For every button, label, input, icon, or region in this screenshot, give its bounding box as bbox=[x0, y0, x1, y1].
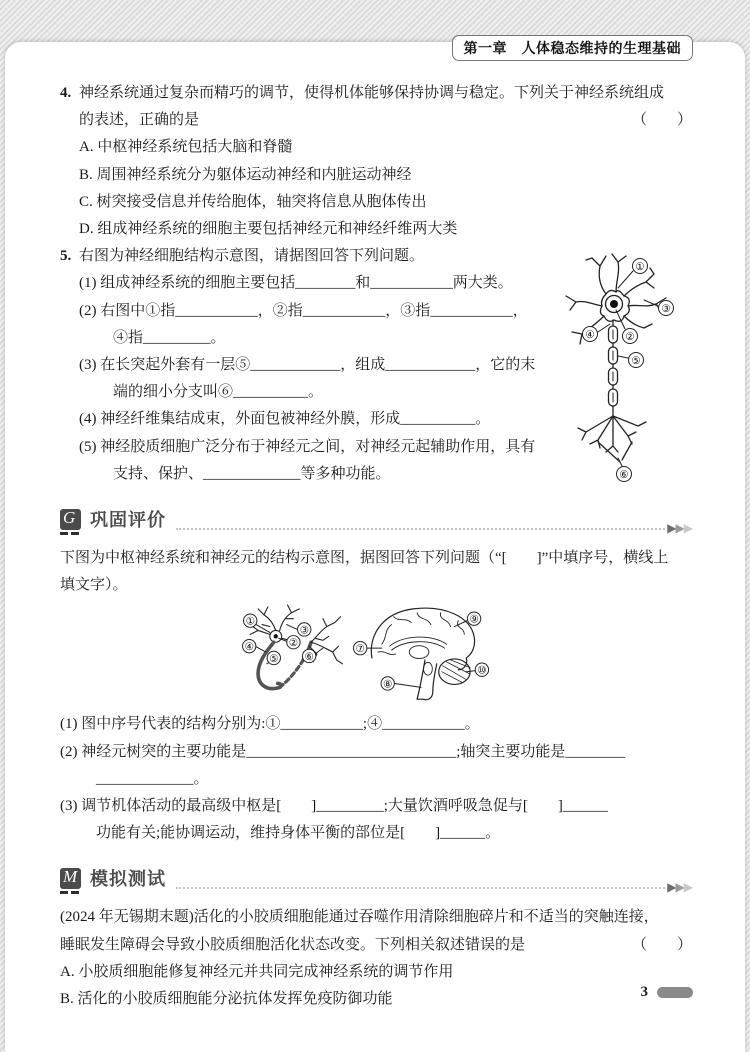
fig1-label-1: ① bbox=[635, 262, 645, 274]
mock-answer-bracket: （ ） bbox=[631, 936, 692, 953]
section-title: 巩固评价 bbox=[90, 510, 166, 531]
exercise-intro-line2: 填文字）。 bbox=[60, 577, 128, 594]
exercise-sub2-line1: (2) 神经元树突的主要功能是____________________________;轴突主要功能是________ bbox=[60, 743, 626, 760]
worksheet-page bbox=[5, 42, 745, 1052]
chapter-header bbox=[452, 35, 694, 61]
logo-dashes bbox=[60, 891, 68, 894]
exercise-sub2-line2: _____________。 bbox=[96, 770, 209, 787]
dotted-divider bbox=[176, 528, 665, 530]
consolidation-exercise bbox=[60, 545, 692, 847]
question-4-option-c: C. 树突接受信息并传给胞体，轴突将信息从胞体传出 bbox=[79, 193, 427, 210]
question-5-sub5-line1: (5) 神经胶质细胞广泛分布于神经元之间，对神经元起辅助作用，具有 bbox=[79, 438, 536, 455]
question-4-stem-line1: 神经系统通过复杂而精巧的调节，使得机体能够保持协调与稳定。下列关于神经系统组成 bbox=[79, 85, 665, 101]
question-5-sub3-line1: (3) 在长突起外套有一层⑤____________，组成____________，它的末 bbox=[79, 357, 536, 374]
page-footer bbox=[641, 984, 694, 1001]
mock-option-b: B. 活化的小胶质细胞能分泌抗体发挥免疫防御功能 bbox=[60, 991, 393, 1008]
fig1-label-4: ④ bbox=[585, 330, 595, 342]
question-4-stem-line2: 的表述，正确的是 bbox=[79, 112, 200, 129]
question-4-option-a: A. 中枢神经系统包括大脑和脊髓 bbox=[79, 139, 293, 156]
question-5-sub5-line2: 支持、保护、_____________等多种功能。 bbox=[113, 465, 391, 482]
mock-question-line1: (2024 年无锡期末题)活化的小胶质细胞能通过吞噬作用清除细胞碎片和不适当的突触连接， bbox=[60, 909, 659, 926]
fig2-label-2: ② bbox=[288, 638, 299, 650]
fig2-label-5: ⑤ bbox=[269, 654, 279, 666]
fig2-label-7: ⑦ bbox=[355, 644, 365, 656]
dotted-divider bbox=[176, 887, 665, 889]
section-consolidation bbox=[60, 501, 692, 537]
question-5-sub4: (4) 神经纤维集结成束，外面包被神经外膜，形成__________。 bbox=[79, 411, 491, 428]
consolidation-logo-icon bbox=[60, 509, 81, 530]
fig1-label-2: ② bbox=[625, 332, 635, 344]
fig1-label-5: ⑤ bbox=[631, 356, 641, 368]
question-5 bbox=[60, 243, 692, 488]
question-5-stem: 右图为神经细胞结构示意图，请据图回答下列问题。 bbox=[79, 248, 425, 265]
section-title: 模拟测试 bbox=[90, 869, 166, 890]
fig2-label-10: ⑩ bbox=[477, 666, 487, 678]
question-4-answer-bracket: （ ） bbox=[631, 112, 692, 129]
triple-arrow-icon: ▶▶▶ bbox=[667, 880, 692, 895]
mock-test-question bbox=[60, 904, 692, 1013]
exercise-intro-line1: 下图为中枢神经系统和神经元的结构示意图，据图回答下列问题（“[ ]”中填序号，横线上 bbox=[60, 550, 669, 567]
question-5-sub2-line1: (2) 右图中①指___________，②指___________，③指___________， bbox=[79, 302, 528, 319]
logo-dashes bbox=[60, 532, 68, 535]
mock-test-logo-icon bbox=[60, 868, 81, 889]
triple-arrow-icon: ▶▶▶ bbox=[667, 521, 692, 536]
mock-option-a: A. 小胶质细胞能修复神经元并共同完成神经系统的调节作用 bbox=[60, 963, 454, 980]
exercise-sub3-line1: (3) 调节机体活动的最高级中枢是[ ]_________;大量饮酒呼吸急促与[ ]______ bbox=[60, 798, 608, 815]
fig2-label-4: ④ bbox=[244, 642, 254, 654]
logo-letter: G bbox=[63, 507, 76, 527]
exercise-sub3-line2: 功能有关;能协调运动，维持身体平衡的部位是[ ]______。 bbox=[96, 825, 501, 842]
section-mock-test bbox=[60, 860, 692, 896]
fig1-label-6: ⑥ bbox=[619, 470, 629, 482]
neuron-structure-figure bbox=[554, 246, 702, 490]
mock-question-line2: 睡眠发生障碍会导致小胶质细胞活化状态改变。下列相关叙述错误的是 bbox=[60, 936, 526, 953]
fig2-label-1: ① bbox=[245, 617, 255, 629]
question-4-number: 4. bbox=[60, 85, 72, 101]
fig2-label-8: ⑧ bbox=[383, 679, 393, 691]
question-4 bbox=[60, 80, 692, 243]
question-4-option-b: B. 周围神经系统分为躯体运动神经和内脏运动神经 bbox=[79, 166, 412, 183]
question-5-number: 5. bbox=[60, 248, 72, 265]
fig1-label-3: ③ bbox=[661, 304, 671, 316]
logo-letter: M bbox=[63, 866, 78, 886]
exercise-sub1: (1) 图中序号代表的结构分别为:①___________;④___________。 bbox=[60, 716, 480, 733]
chapter-title: 第一章 人体稳态维持的生理基础 bbox=[463, 40, 681, 56]
question-5-sub1: (1) 组成神经系统的细胞主要包括________和___________两大类。 bbox=[79, 275, 513, 292]
question-4-option-d: D. 组成神经系统的细胞主要包括神经元和神经纤维两大类 bbox=[79, 221, 458, 238]
fig2-label-6: ⑥ bbox=[304, 652, 314, 664]
cns-and-neuron-figure bbox=[220, 601, 520, 709]
question-5-sub2-line2: ④指_________。 bbox=[113, 329, 226, 346]
fig2-label-3: ③ bbox=[299, 625, 309, 637]
question-5-sub3-line2: 端的细小分支叫⑥__________。 bbox=[113, 384, 324, 401]
page-content bbox=[60, 80, 692, 1013]
page-number: 3 bbox=[640, 984, 648, 1000]
page-number-pill bbox=[657, 987, 693, 998]
fig2-label-9: ⑨ bbox=[469, 615, 479, 627]
